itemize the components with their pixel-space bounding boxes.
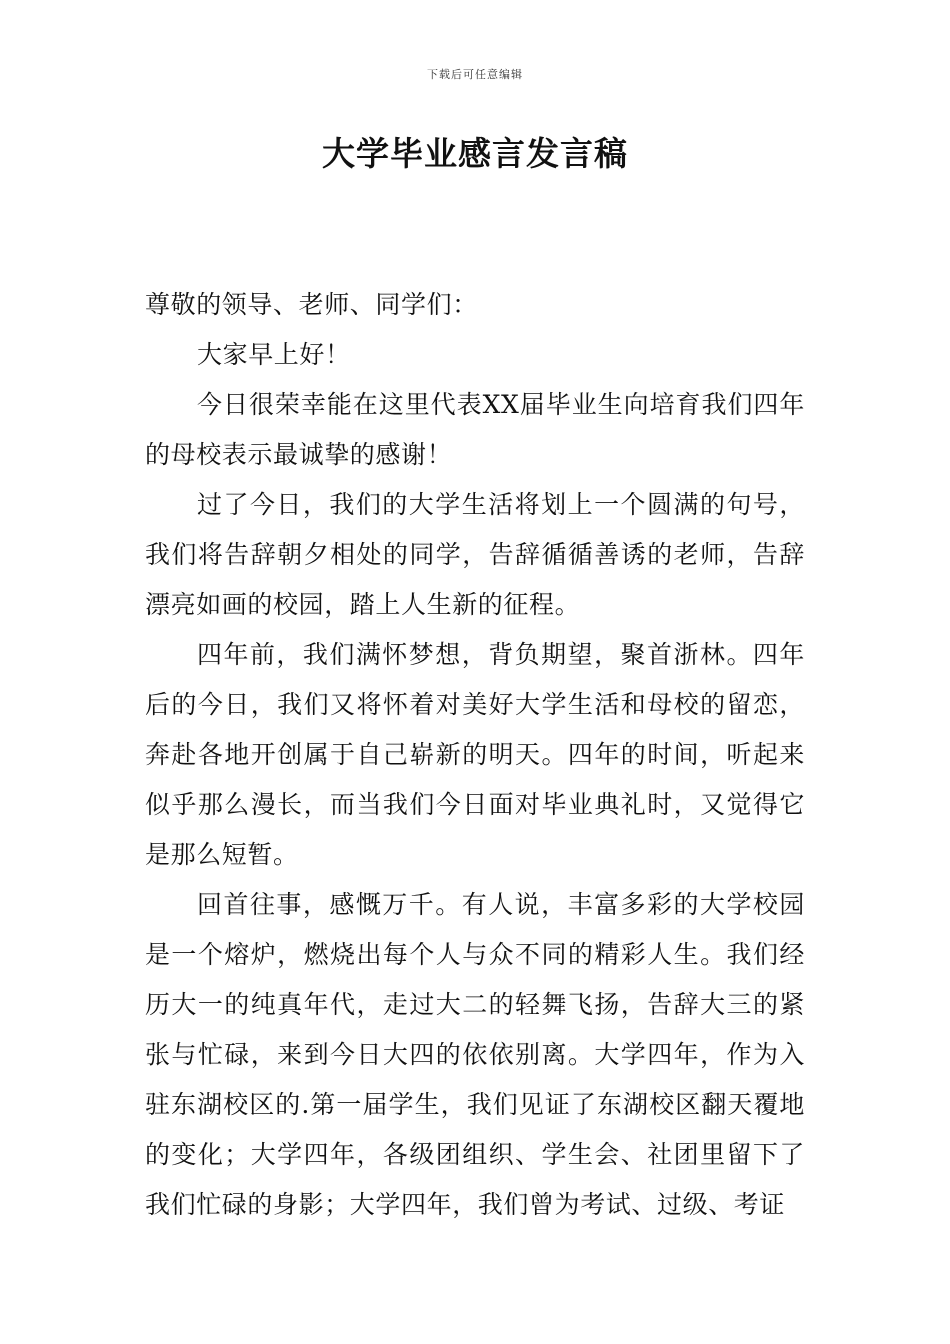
paragraph-reflection: 回首往事，感慨万千。有人说，丰富多彩的大学校园是一个熔炉，燃烧出每个人与众不同的精彩人生。我们经历大一的纯真年代，走过大二的轻舞飞扬，告辞大三的紧张与忙碌，来到今日大四的依依别离。大学四年，作为入驻东湖校区的.第一届学生，我们见证了东湖校区翻天覆地的变化；大学四年，各级团组织、学生会、社团里留下了我们忙碌的身影；大学四年，我们曾为考试、过级、考证 xyxy=(145,890,805,1219)
paragraph-farewell: 过了今日，我们的大学生活将划上一个圆满的句号，我们将告辞朝夕相处的同学，告辞循循善诱的老师，告辞漂亮如画的校园，踏上人生新的征程。 xyxy=(145,490,805,619)
paragraph-four-years: 四年前，我们满怀梦想，背负期望，聚首浙林。四年后的今日，我们又将怀着对美好大学生活和母校的留恋，奔赴各地开创属于自己崭新的明天。四年的时间，听起来似乎那么漫长，而当我们今日面对毕业典礼时，又觉得它是那么短暂。 xyxy=(145,640,805,869)
document-title: 大学毕业感言发言稿 xyxy=(322,134,628,173)
salutation: 尊敬的领导、老师、同学们： xyxy=(145,290,478,319)
document-body xyxy=(145,280,805,1230)
page-header-note: 下载后可任意编辑 xyxy=(427,68,523,81)
paragraph-thanks: 今日很荣幸能在这里代表XX届毕业生向培育我们四年的母校表示最诚挚的感谢！ xyxy=(145,390,805,469)
paragraph-greeting: 大家早上好！ xyxy=(197,340,351,369)
